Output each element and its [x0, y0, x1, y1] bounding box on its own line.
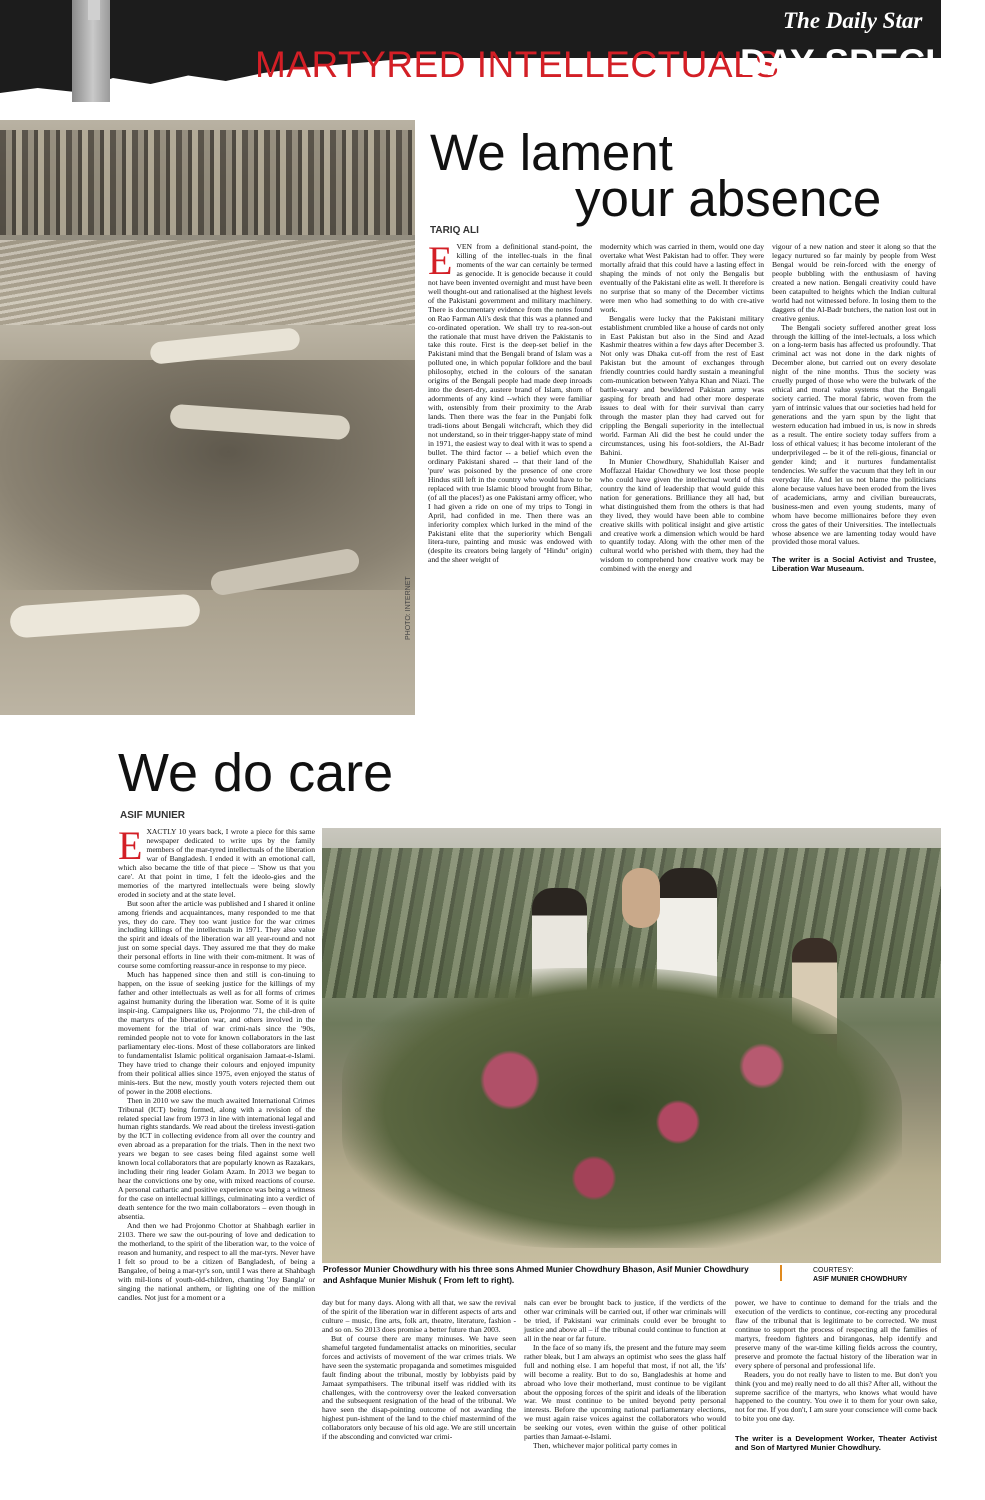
article2-column-3: [524, 1299, 726, 1500]
paragraph: In Munier Chowdhury, Shahidullah Kaiser and Moffazzal Haidar Chowdhury we lost those people who could have given the intellectual world of this country the kind of leadership that would guide this nation for generations. Brilliance they all had, but what distinguished them from the others is that had they lived, they would have been able to combine creative skills with political insight and give artistic and creative work a dimension which would be hard to quantify today. Along with the other men of the cultural world who perished with them, they had the wisdom to comprehend how creative work may be combined with the energy and: [600, 456, 764, 574]
paragraph: But of course there are many minuses. We have seen shameful targeted fundamentalist attacks on minorities, secular forces and activists of movement of the war crimes trials. We have seen the systematic propaganda and sometimes misguided fault finding about the tribunal, mostly by lobbyists paid by Jamaat sympathisers. The tribunal itself was riddled with its challenges, with the controversy over the leaked conversation and the subsequent resignation of the head of the tribunal. We have seen the disap-pointing outcome of not awarding the highest pun-ishment of the land to the chief mastermind of the collaborators only because of his old age. We are still uncertain if the absconding and convicted war crimi-: [322, 1333, 516, 1442]
paragraph: Much has happened since then and still is con-tinuing to happen, on the issue of seeking justice for the killings of my father and other intellectuals as well as for all forms of crimes against humanity during the liberation war. Some of it is quite inspir-ing. Campaigners like us, Projonmo '71, the chil-dren of the martyrs of the liberation war, and others involved in the movement for the trial of war crimi-nals since the '90s, reminded people not to vote for known collaborators in the last parliamentary elec-tions. Most of these collaborators are linked to fundamentalist Islamic political organisaion Jamaat-e-Islami. They have tried to change their colours and enjoyed impunity from their political allies since 1975, even enjoyed the status of minis-ters. But the new, mostly youth voters rejected them out of power in the 2008 elections.: [118, 970, 315, 1096]
photo-credit: PHOTO: INTERNET: [405, 576, 412, 640]
paragraph: But soon after the article was published and I shared it online among friends and acquaintances, many responded to me that yes, they do care. They too want justice for the war crimes including killings of the intellectuals in 1971. They also value the spirit and ideals of the liberation war all year-round and not just on some special days. They assured me that they do make their personal efforts in line with their com-mitment. It was of course some comforting reassur-ance in response to my piece.: [118, 898, 315, 971]
paragraph: VEN from a definitional stand-point, the killing of the intellec-tuals in the final moments of the war can certainly be termed as genocide. It is genocide because it could not have been invented overnight and must have been well thought-out and rationalised at the highest levels of the Pakistani government and military machinery. There is documentary evidence from the notes found on Rao Farman Ali's desk that this was a planned and co-ordinated operation. We shall try to rea-son-out the rationale that must have driven the Pakistanis to take this route. First is the deep-set belief in the Pakistani mind that the Bengali brand of Islam was a polluted one, in which popular folklore and the baul philosophy, etched in the colours of the sanatan origins of the Bengali people had made deep inroads into the desert-dry, austere brand of Islam, shorn of adornments of any kind --which they were familiar with, ostensibly from their proximity to the Arab lands. Then there was the fear in the Punjabi folk tradi-tions about Bengali witchcraft, which they did not understand, so in their trigger-happy state of mind in 1971, the easiest way to deal with it was to spend a bullet. The third factor -- a belief which even the ordinary Pakistani shared -- that their land of the 'pure' was poisoned by the presence of one crore Hindus still left in the country who would have to be replaced with true Islamic blood brought from Bihar, (of all the places!) as one Pakistani army officer, who I had given a ride on one of my trips to Tongi in April, had confided in me. Then there was an inferiority complex which lurked in the mind of the Pakistani elite that the superiority which Bengali litera-ture, painting and music was endowed with (despite its creators being largely of "Hindu" origin) and the sheer weight of: [428, 242, 592, 565]
paragraph: Readers, you do not really have to listen to me. But don't you think (you and me) really need to do all this? After all, without the supreme sacrifice of the martyrs, who knows what would have happened to the country. You owe it to them for your own sake, not for me. If you don't, I am sure your conscience will come back to bite you one day.: [735, 1369, 937, 1424]
section-title: MARTYRED INTELLECTUALS: [255, 44, 780, 85]
article2-column-4: [735, 1299, 937, 1500]
article2-column-2: [322, 1299, 516, 1500]
date-line: DHAKA SATURDAY DECEMBER 14, 2013: [740, 90, 934, 101]
writer-note: The writer is a Development Worker, Theater Activist and Son of Martyred Munier Chowdhury.: [735, 1434, 937, 1453]
photo-caption: Professor Munier Chowdhury with his three sons Ahmed Munier Chowdhury Bhason, Asif Munier Chowdhury and Ashfaque Munier Mishuk ( From left to right).: [323, 1265, 749, 1285]
photo-wall-area: [0, 240, 415, 325]
caption-accent-bar: [780, 1265, 782, 1281]
article2-column-1: [118, 823, 315, 1500]
paragraph: XACTLY 10 years back, I wrote a piece for this same newspaper dedicated to write ups by the family members of the mar-tyred intellectuals of the liberation war of Bangladesh. I ended it with an emotional call, which also became the title of that piece – 'Show us that you care'. At that point in time, I felt the ideolo-gies and the memories of the martyred intellectuals were being slowly eroded in society and at the state level.: [118, 827, 315, 899]
article1-column-3: [772, 243, 936, 715]
newspaper-logo: The Daily Star: [783, 8, 923, 33]
article2-headline: We do care: [118, 743, 394, 803]
photo-flower-bush: [342, 968, 902, 1248]
paragraph: And then we had Projonmo Chottor at Shahbagh earlier in 2103. There we saw the out-pouring of love and dedication to the motherland, to the spirit of the liberation war, to the voice of reason and humanity, and respect to all the mar-tyrs. Never have I felt so proud to be a citizen of Bangladesh, of being a Bangalee, of being a mar-tyr's son, until I was there at Shahbagh with mil-lions of youth-old-children, chanting 'Joy Bangla' or singing the national anthem, or lighting one of the million candles. Not just for a moment or a: [118, 1220, 315, 1302]
page-number: 3: [16, 94, 22, 105]
article1-column-2: [600, 243, 764, 715]
paragraph: The Bengali society suffered another great loss through the killing of the intel-lectuals, a loss which on a long-term basis has affected us profoundly. That criminal act was not done in the dark nights of December alone, but carried out on every desolate night of the nine months. Thus the society was cruelly purged of those who were the bulwark of the ethical and moral value systems that the Bengali society carried. The moral fabric, woven from the yarn of intrinsic values that our societies had held for generations and the yarn spun by the light that western education had imbued in us, is now in shreds as a result. The entire society today suffers from a loss of ethical values; it has become intolerant of the underprivileged -- be it of the reli-gious, financial or gender kind; and it nurtures fundamentalist tendencies. We suffer the vacuum that they left in our everyday life. And let us not blame the politicians alone because values have been eroded from the lives of academicians, army and civilian bureaucrats, business-men and even young students, many of whom have become millionaires before they even cross the gates of their Universities. The intellectuals whose absence we are lamenting today would have provided those moral values.: [772, 322, 936, 547]
family-photo: [322, 828, 941, 1263]
section-title-bold: DAY SPECIAL: [740, 42, 985, 83]
paragraph: day but for many days. Along with all that, we saw the revival of the spirit of the liberation war in different aspects of arts and culture – music, fine arts, folk art, theatre, literature, fashion - and so on. So 2013 does promise a better future than 2003.: [322, 1298, 516, 1334]
memorial-tower-top-graphic: [88, 0, 100, 20]
paragraph: nals can ever be brought back to justice, if the verdicts of the other war criminals will be carried out, if other war criminals will be tried, if Pakistani war criminals could ever be brought to justice and above all – if the tribunal could continue to function at all in the near or far future.: [524, 1298, 726, 1343]
headline-line2: your absence: [575, 170, 882, 227]
paragraph: power, we have to continue to demand for the trials and the execution of the verdicts to continue, cor-recting any procedural flaw of the tribunal that is legitimate to be corrected. We must continue to support the process of respecting all the families of martyrs, freedom fighters and birangonas, help identify and preserve many of the war-time killing fields across the country, preserve and promote the factual history of the liberation war in every sphere of personal and professional life.: [735, 1298, 937, 1370]
writer-note: The writer is a Social Activist and Trustee, Liberation War Museaum.: [772, 555, 936, 574]
killing-field-photo: [0, 120, 415, 715]
headline-line1: We lament: [430, 124, 673, 181]
drop-cap: E: [118, 823, 143, 868]
drop-cap: E: [428, 238, 453, 283]
article2-byline: ASIF MUNIER: [120, 810, 185, 821]
credit-label: COURTESY:: [813, 1267, 854, 1274]
photo-crowd-area: [0, 130, 415, 235]
article1-headline: [430, 124, 882, 227]
paragraph: Bengalis were lucky that the Pakistani military establishment crumbled like a house of cards not only in East Pakistan but also in the Sind and Azad Kashmir theatres within a few days after December 3. Not only was Dhaka cut-off from the rest of East Pakistan but the amount of exchanges through friendly countries could hardly sustain a meaningful com-munication between Yahya Khan and Niazi. The battle-weary and bewildered Pakistan army was gasping for breath and had other more desperate issues to deal with for their survival than carry through the master plan they had carved out for crippling the Bengali superiority in the intellectual world. Farman Ali did the best he could under the circumstances, using his foot-soldiers, the Al-Badr Bahini.: [600, 313, 764, 457]
photo-figure: [622, 868, 660, 928]
paragraph: vigour of a new nation and steer it along so that the legacy nurtured so far mainly by people from West Bengal would be rein-forced with the energy of people bubbling with the enthusiasm of having created a new nation. Bengali creativity could have been catapulted to heights which the Indian cultural world had not witnessed before. In losing them to the daggers of the Al-Badr butchers, the nation lost out in creative genius.: [772, 242, 936, 323]
paragraph: modernity which was carried in them, would one day overtake what West Pakistan had to offer. They were mortally afraid that this could have a lasting effect in shaping the minds of not only the Bengalis but eventually of the Pakistani elite as well. It therefore is no surprise that so many of the December victims were men who had something to do with cre-ative work.: [600, 242, 764, 314]
article1-byline: TARIQ ALI: [430, 225, 479, 236]
photo-figure: [9, 593, 201, 638]
paragraph: In the face of so many ifs, the present and the future may seem rather bleak, but I am always an optimist who sees the glass half full and nothing else. I am hopeful that most, if not all, the 'ifs' will become a reality. But to do so, Bangladeshis at home and abroad who love their motherland, must continue to be vigilant about the opposing forces of the spirit and ideals of the liberation war. We must continue to be united beyond petty personal interests. Before the upcoming national parliamentary elections, we must again raise voices against the collaborators who would be seeking our votes, even within the guise of other political parties than Jamaat-e-Islami.: [524, 1342, 726, 1442]
masthead-banner: [0, 0, 985, 108]
article1-column-1: [428, 238, 592, 715]
paragraph: Then, whichever major political party comes in: [533, 1441, 678, 1451]
photo-credit: [813, 1266, 907, 1284]
paragraph: Then in 2010 we saw the much awaited International Crimes Tribunal (ICT) being formed, along with a revision of the related special law from 1973 in line with international legal and human rights standards. We read about the tireless investi-gation by the ICT in collecting evidence from all over the country and even abroad as a preparation for the trials. Then in the next two years we began to see cases being filed against some well known local collaborators that are popularly known as Razakars, including their ring leader Golam Azam. In 2013 we began to hear the convictions one by one, with mixed reactions of course. A personal cathartic and positive experience was being a witness for the case on intellectual killings, culminating into a verdict of death sentence for the two main collaborators – even though in absentia.: [118, 1095, 315, 1221]
credit-name: ASIF MUNIER CHOWDHURY: [813, 1276, 908, 1283]
